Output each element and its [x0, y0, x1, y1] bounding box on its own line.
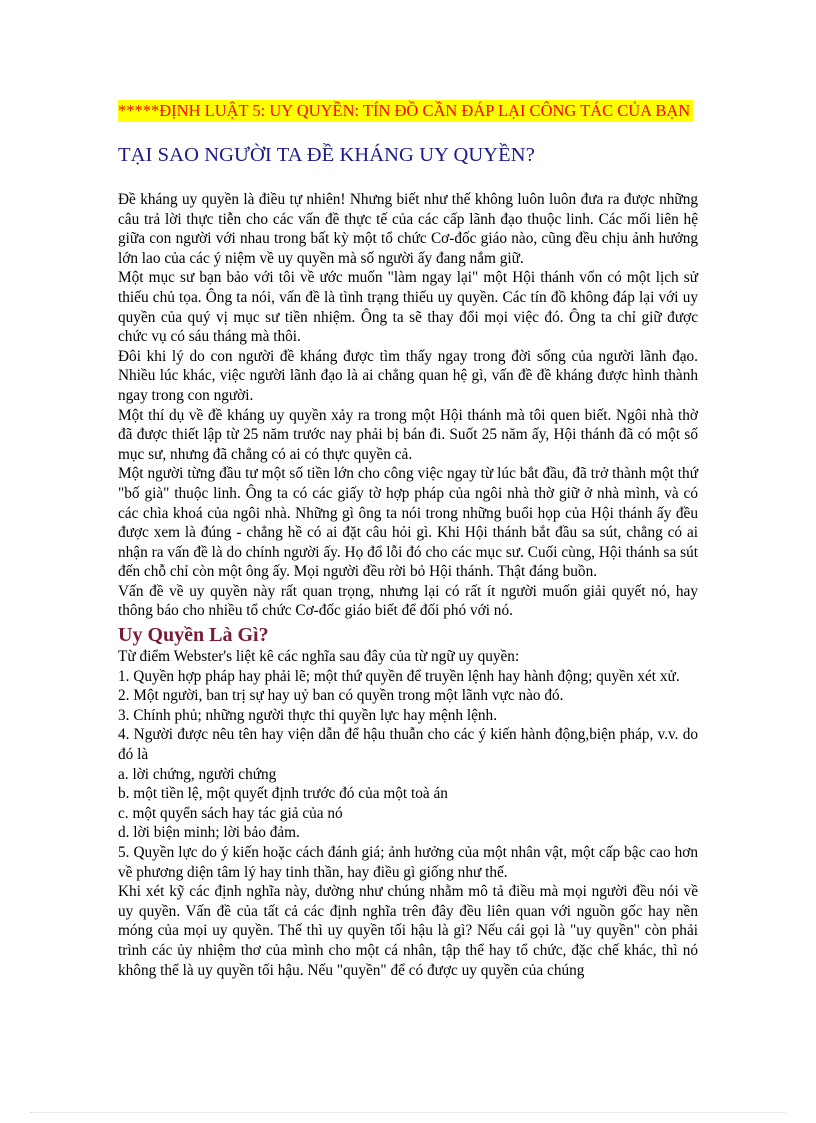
definition-item: 5. Quyền lực do ý kiến hoặc cách đánh giá; ảnh hưởng của một nhân vật, một cấp bậc cao hơn về phương diện tâm lý hay tinh thần, hay điều gì giống như thế. [118, 844, 698, 881]
paragraph: Một mục sư bạn bảo với tôi về ước muốn "làm ngay lại" một Hội thánh vốn có một lịch sử thiếu chủ tọa. Ông ta nói, vấn đề là tình trạng thiếu uy quyền. Các tín đồ không đáp lại với uy quyền của quý vị mục sư tiền nhiệm. Ông ta sẽ thay đổi mọi việc đó. Ông ta chỉ giữ được chức vụ có sáu tháng mà thôi. [118, 269, 698, 346]
chapter-banner: *****ĐỊNH LUẬT 5: UY QUYỀN: TÍN ĐỒ CẦN ĐÁP LẠI CÔNG TÁC CỦA BẠN [118, 100, 693, 122]
definition-subitem: d. lời biện minh; lời bảo đảm. [118, 824, 300, 842]
definition-item: 2. Một người, ban trị sự hay uỷ ban có quyền trong một lãnh vực nào đó. [118, 687, 564, 705]
paragraph: Vấn đề về uy quyền này rất quan trọng, nhưng lại có rất ít người muốn giải quyết nó, hay thông báo cho nhiều tổ chức Cơ-đốc giáo biết để đối phó với nó. [118, 582, 698, 620]
section2-body [118, 647, 698, 980]
definition-subitem: c. một quyển sách hay tác giả của nó [118, 804, 343, 822]
definition-item: 4. Người được nêu tên hay viện dẫn để hậu thuẫn cho các ý kiến hành động,biện pháp, v.v. do đó là [118, 726, 698, 764]
paragraph: Một người từng đầu tư một số tiền lớn cho công việc ngay từ lúc bắt đầu, đã trở thành một thứ "bố già" thuộc linh. Ông ta có các giấy tờ hợp pháp của ngôi nhà thờ giữ ở nhà mình, và có các chìa khoá của ngôi nhà. Những gì ông ta nói trong những buổi họp của Hội thánh ấy đều được xem là đúng - chẳng hề có ai đặt câu hỏi gì. Khi Hội thánh bắt đầu sa sút, chẳng có ai nhận ra vấn đề là do chính người ấy. Họ đổ lỗi đó cho các mục sư. Cuối cùng, Hội thánh sa sút đến chỗ chỉ còn một ông ấy. Mọi người đều rời bỏ Hội thánh. Thật đáng buồn. [118, 465, 698, 581]
paragraph: Đề kháng uy quyền là điều tự nhiên! Nhưng biết như thế không luôn luôn đưa ra được những câu trả lời thực tiễn cho các vấn đề thực tế của các cấp lãnh đạo thuộc linh. Các mối liên hệ giữa con người với nhau trong bất kỳ một tổ chức Cơ-đốc giáo nào, cũng đều chịu ảnh hưởng lớn lao của các ý niệm về uy quyền mà số người ấy đang nắm giữ. [118, 191, 698, 267]
definition-subitem: a. lời chứng, người chứng [118, 765, 277, 783]
paragraph: Từ điểm Webster's liệt kê các nghĩa sau đây của từ ngữ uy quyền: [118, 648, 520, 666]
section-heading: TẠI SAO NGƯỜI TA ĐỀ KHÁNG UY QUYỀN? [118, 144, 535, 166]
paragraph: Một thí dụ về đề kháng uy quyền xảy ra trong một Hội thánh mà tôi quen biết. Ngôi nhà thờ đã được thiết lập từ 25 năm trước nay phải bị bán đi. Suốt 25 năm ấy, Hội thánh đã có một số mục sư, nhưng đã chẳng có ai có thực quyền cả. [118, 406, 698, 463]
subsection-heading: Uy Quyền Là Gì? [118, 624, 269, 647]
definition-item: 3. Chính phủ; những người thực thi quyền lực hay mệnh lệnh. [118, 706, 498, 724]
paragraph: Khi xét kỹ các định nghĩa này, dường như chúng nhằm mô tả điều mà mọi người đều nói về uy quyền. Vấn đề của tất cả các định nghĩa trên đây đều liên quan với nguồn gốc hay nền móng của mọi uy quyền. Thế thì uy quyền tối hậu là gì? Nếu cái gọi là "uy quyền" còn phải trình các ủy nhiệm thơ của mình cho một cá nhân, tập thể hay tổ chức, đặc chế khác, thì nó không thể là uy quyền tối hậu. Nếu "quyền" để có được uy quyền của chúng [118, 883, 698, 979]
page-bottom-divider [30, 1112, 786, 1113]
document-page [118, 100, 698, 980]
paragraph: Đôi khi lý do con người đề kháng được tìm thấy ngay trong đời sống của người lãnh đạo. Nhiều lúc khác, việc người lãnh đạo là ai chẳng quan hệ gì, vấn đề đề kháng được hình thành ngay trong con người. [118, 347, 698, 404]
section1-body [118, 190, 698, 621]
definition-item: 1. Quyền hợp pháp hay phải lẽ; một thứ quyền để truyền lệnh hay hành động; quyền xét xử. [118, 667, 680, 685]
definition-subitem: b. một tiền lệ, một quyết định trước đó của một toà án [118, 785, 448, 803]
